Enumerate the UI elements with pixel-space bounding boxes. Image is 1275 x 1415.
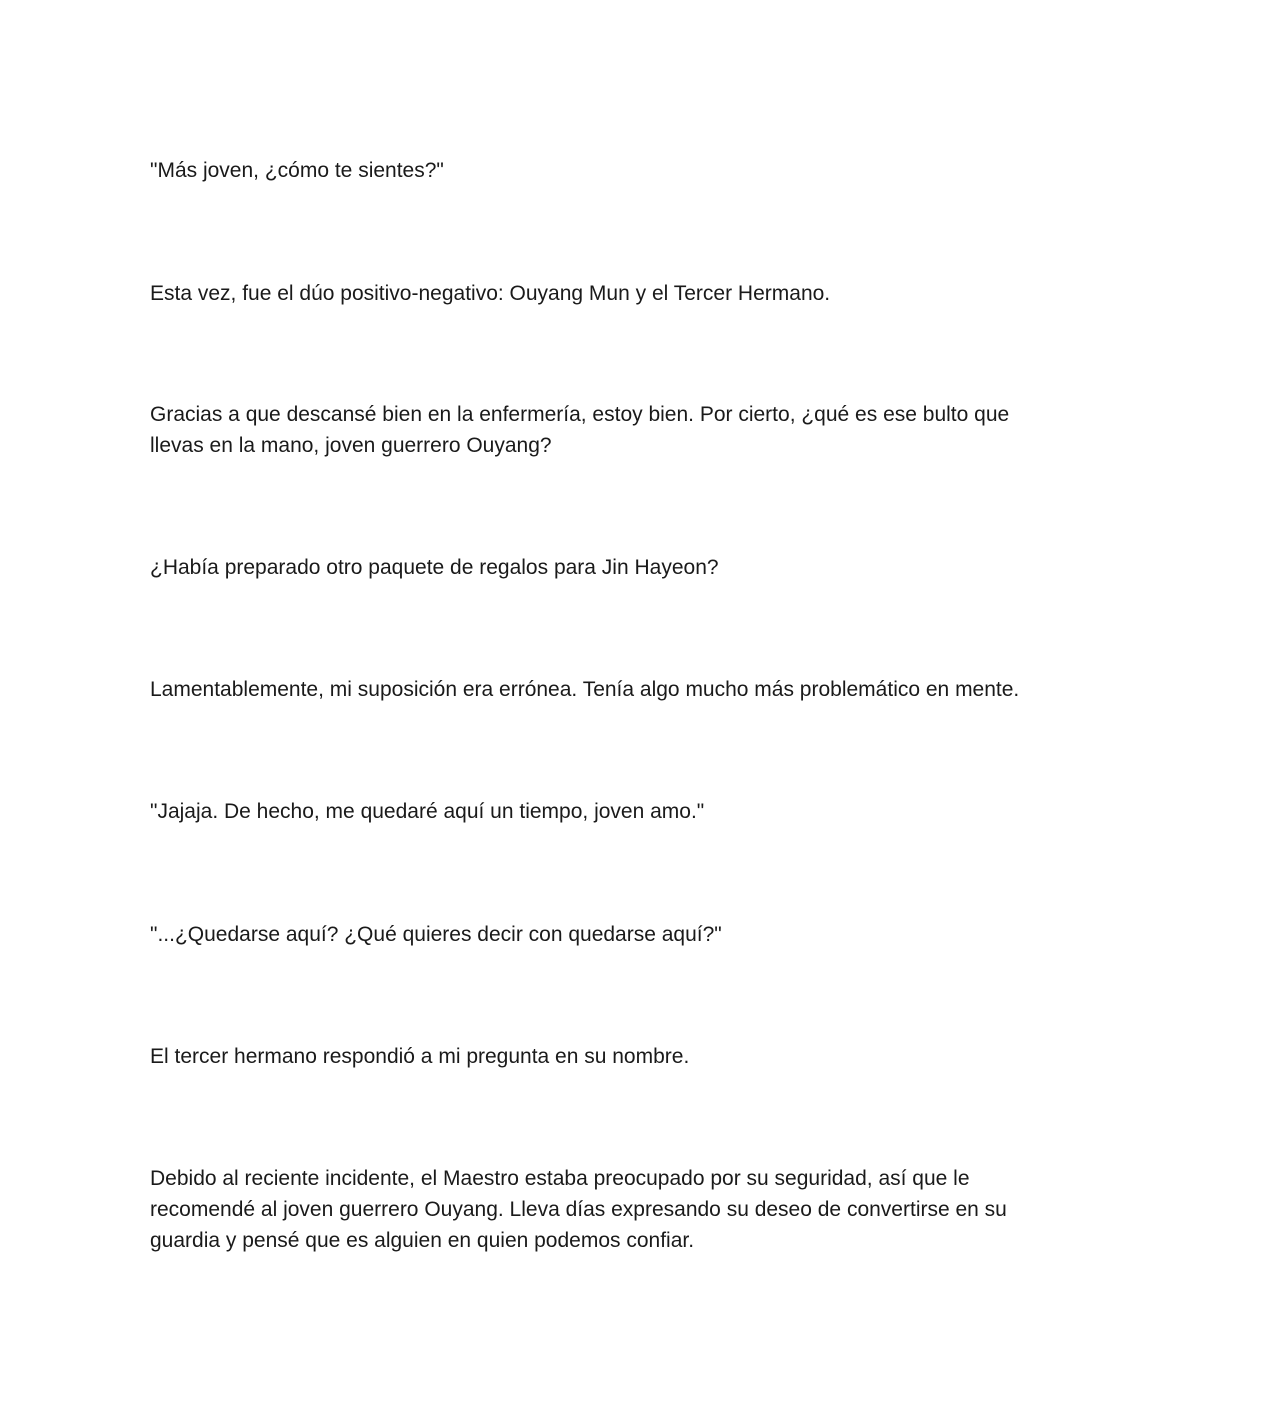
text-line: "Jajaja. De hecho, me quedaré aquí un tiempo, joven amo." bbox=[150, 800, 705, 823]
paragraph bbox=[150, 919, 1110, 950]
text-line: Gracias a que descansé bien en la enfermería, estoy bien. Por cierto, ¿qué es ese bulto que bbox=[150, 403, 1010, 426]
text-line: Esta vez, fue el dúo positivo-negativo: Ouyang Mun y el Tercer Hermano. bbox=[150, 282, 831, 305]
text-line: recomendé al joven guerrero Ouyang. Lleva días expresando su deseo de convertirse en su bbox=[150, 1198, 1007, 1221]
paragraph bbox=[150, 552, 1110, 583]
text-line: guardia y pensé que es alguien en quien podemos confiar. bbox=[150, 1229, 695, 1252]
text-line: llevas en la mano, joven guerrero Ouyang? bbox=[150, 434, 552, 457]
text-line: Debido al reciente incidente, el Maestro estaba preocupado por su seguridad, así que le bbox=[150, 1167, 970, 1190]
paragraph bbox=[150, 796, 1110, 827]
text-line: El tercer hermano respondió a mi pregunta en su nombre. bbox=[150, 1045, 690, 1068]
text-line: "...¿Quedarse aquí? ¿Qué quieres decir con quedarse aquí?" bbox=[150, 923, 722, 946]
text-line: ¿Había preparado otro paquete de regalos para Jin Hayeon? bbox=[150, 556, 719, 579]
paragraph bbox=[150, 1163, 1110, 1256]
text-line: "Más joven, ¿cómo te sientes?" bbox=[150, 159, 444, 182]
text-line: Lamentablemente, mi suposición era errónea. Tenía algo mucho más problemático en mente. bbox=[150, 678, 1020, 701]
paragraph bbox=[150, 399, 1110, 461]
paragraph bbox=[150, 278, 1110, 309]
paragraph bbox=[150, 1041, 1110, 1072]
paragraph bbox=[150, 674, 1110, 705]
paragraph bbox=[150, 155, 1110, 186]
